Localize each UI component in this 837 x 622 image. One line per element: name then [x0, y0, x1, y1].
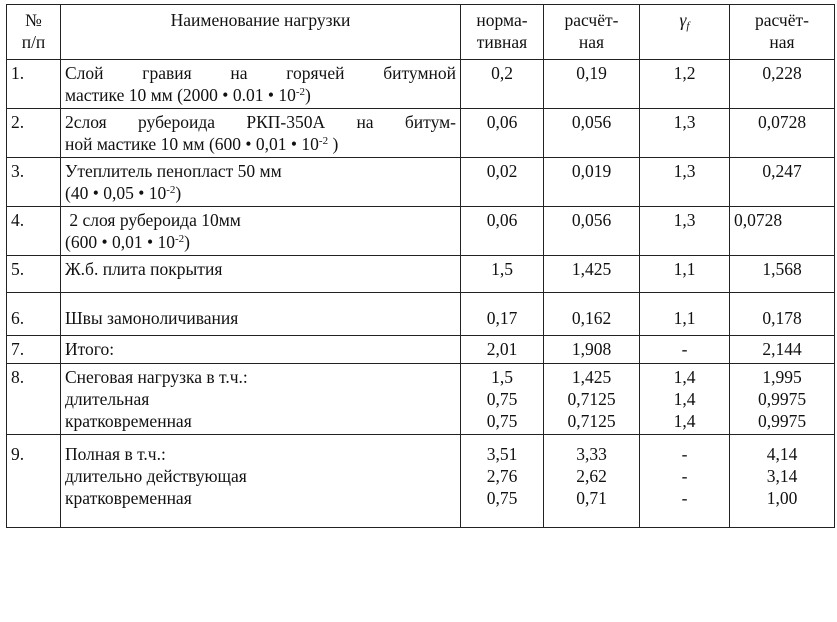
table-row — [7, 109, 835, 158]
load-name: Полная в т.ч.: длительно действующая кратковременная — [61, 434, 461, 527]
normative-value: 0,02 — [461, 158, 544, 207]
gamma-value: 1,3 — [640, 158, 730, 207]
calculated-value: 0,019 — [544, 158, 640, 207]
table-row — [7, 256, 835, 293]
header-normative: норма- тивная — [461, 5, 544, 60]
table-row — [7, 158, 835, 207]
normative-value: 1,5 0,75 0,75 — [461, 363, 544, 434]
result-value: 0,178 — [730, 293, 835, 336]
gamma-symbol: $\gamma_f$ — [679, 10, 690, 32]
result-value: 2,144 — [730, 336, 835, 364]
row-number: 8. — [7, 363, 61, 434]
calculated-value: 0,056 — [544, 109, 640, 158]
result-value: 1,568 — [730, 256, 835, 293]
calculated-value: 1,425 0,7125 0,7125 — [544, 363, 640, 434]
load-name: 2слоя рубероида РКП-350А на битум- ной мастике 10 мм (600 • 0,01 • $10^{-2}$ ) — [61, 109, 461, 158]
gamma-value: 1,4 1,4 1,4 — [640, 363, 730, 434]
table-row — [7, 207, 835, 256]
load-name: Утеплитель пенопласт 50 мм (40 • 0,05 • $10^{-2}$) — [61, 158, 461, 207]
load-name: Ж.б. плита покрытия — [61, 256, 461, 293]
load-name: Итого: — [61, 336, 461, 364]
normative-value: 0,17 — [461, 293, 544, 336]
result-value: 0,247 — [730, 158, 835, 207]
result-value: 0,0728 — [730, 109, 835, 158]
table-row — [7, 293, 835, 336]
gamma-value: - - - — [640, 434, 730, 527]
normative-value: 0,06 — [461, 109, 544, 158]
header-calculated: расчёт- ная — [544, 5, 640, 60]
gamma-value: 1,1 — [640, 256, 730, 293]
normative-value: 0,2 — [461, 60, 544, 109]
result-value: 0,228 — [730, 60, 835, 109]
gamma-value: - — [640, 336, 730, 364]
calculated-value: 0,19 — [544, 60, 640, 109]
row-number: 4. — [7, 207, 61, 256]
table-row — [7, 363, 835, 434]
row-number: 5. — [7, 256, 61, 293]
row-number: 7. — [7, 336, 61, 364]
header-row — [7, 5, 835, 60]
calculated-value: 1,425 — [544, 256, 640, 293]
row-number: 6. — [7, 293, 61, 336]
normative-value: 2,01 — [461, 336, 544, 364]
calculated-value: 1,908 — [544, 336, 640, 364]
calculated-value: 3,33 2,62 0,71 — [544, 434, 640, 527]
normative-value: 1,5 — [461, 256, 544, 293]
header-name: Наименование нагрузки — [61, 5, 461, 60]
table-row — [7, 336, 835, 364]
gamma-value: 1,1 — [640, 293, 730, 336]
result-value: 1,995 0,9975 0,9975 — [730, 363, 835, 434]
row-number: 9. — [7, 434, 61, 527]
load-name: 2 слоя рубероида 10мм (600 • 0,01 • $10^{-2}$) — [61, 207, 461, 256]
load-table — [6, 4, 835, 528]
table-row — [7, 60, 835, 109]
load-name: Снеговая нагрузка в т.ч.: длительная кратковременная — [61, 363, 461, 434]
header-result: расчёт- ная — [730, 5, 835, 60]
header-num: № п/п — [7, 5, 61, 60]
table-row — [7, 434, 835, 527]
calculated-value: 0,162 — [544, 293, 640, 336]
row-number: 2. — [7, 109, 61, 158]
header-gamma — [640, 5, 730, 60]
calculated-value: 0,056 — [544, 207, 640, 256]
load-name: Слой гравия на горячей битумной мастике 10 мм (2000 • 0.01 • $10^{-2}$) — [61, 60, 461, 109]
normative-value: 0,06 — [461, 207, 544, 256]
result-value: 0,0728 — [730, 207, 835, 256]
normative-value: 3,51 2,76 0,75 — [461, 434, 544, 527]
result-value: 4,14 3,14 1,00 — [730, 434, 835, 527]
load-name: Швы замоноличивания — [61, 293, 461, 336]
gamma-value: 1,3 — [640, 207, 730, 256]
gamma-value: 1,3 — [640, 109, 730, 158]
row-number: 1. — [7, 60, 61, 109]
gamma-value: 1,2 — [640, 60, 730, 109]
row-number: 3. — [7, 158, 61, 207]
